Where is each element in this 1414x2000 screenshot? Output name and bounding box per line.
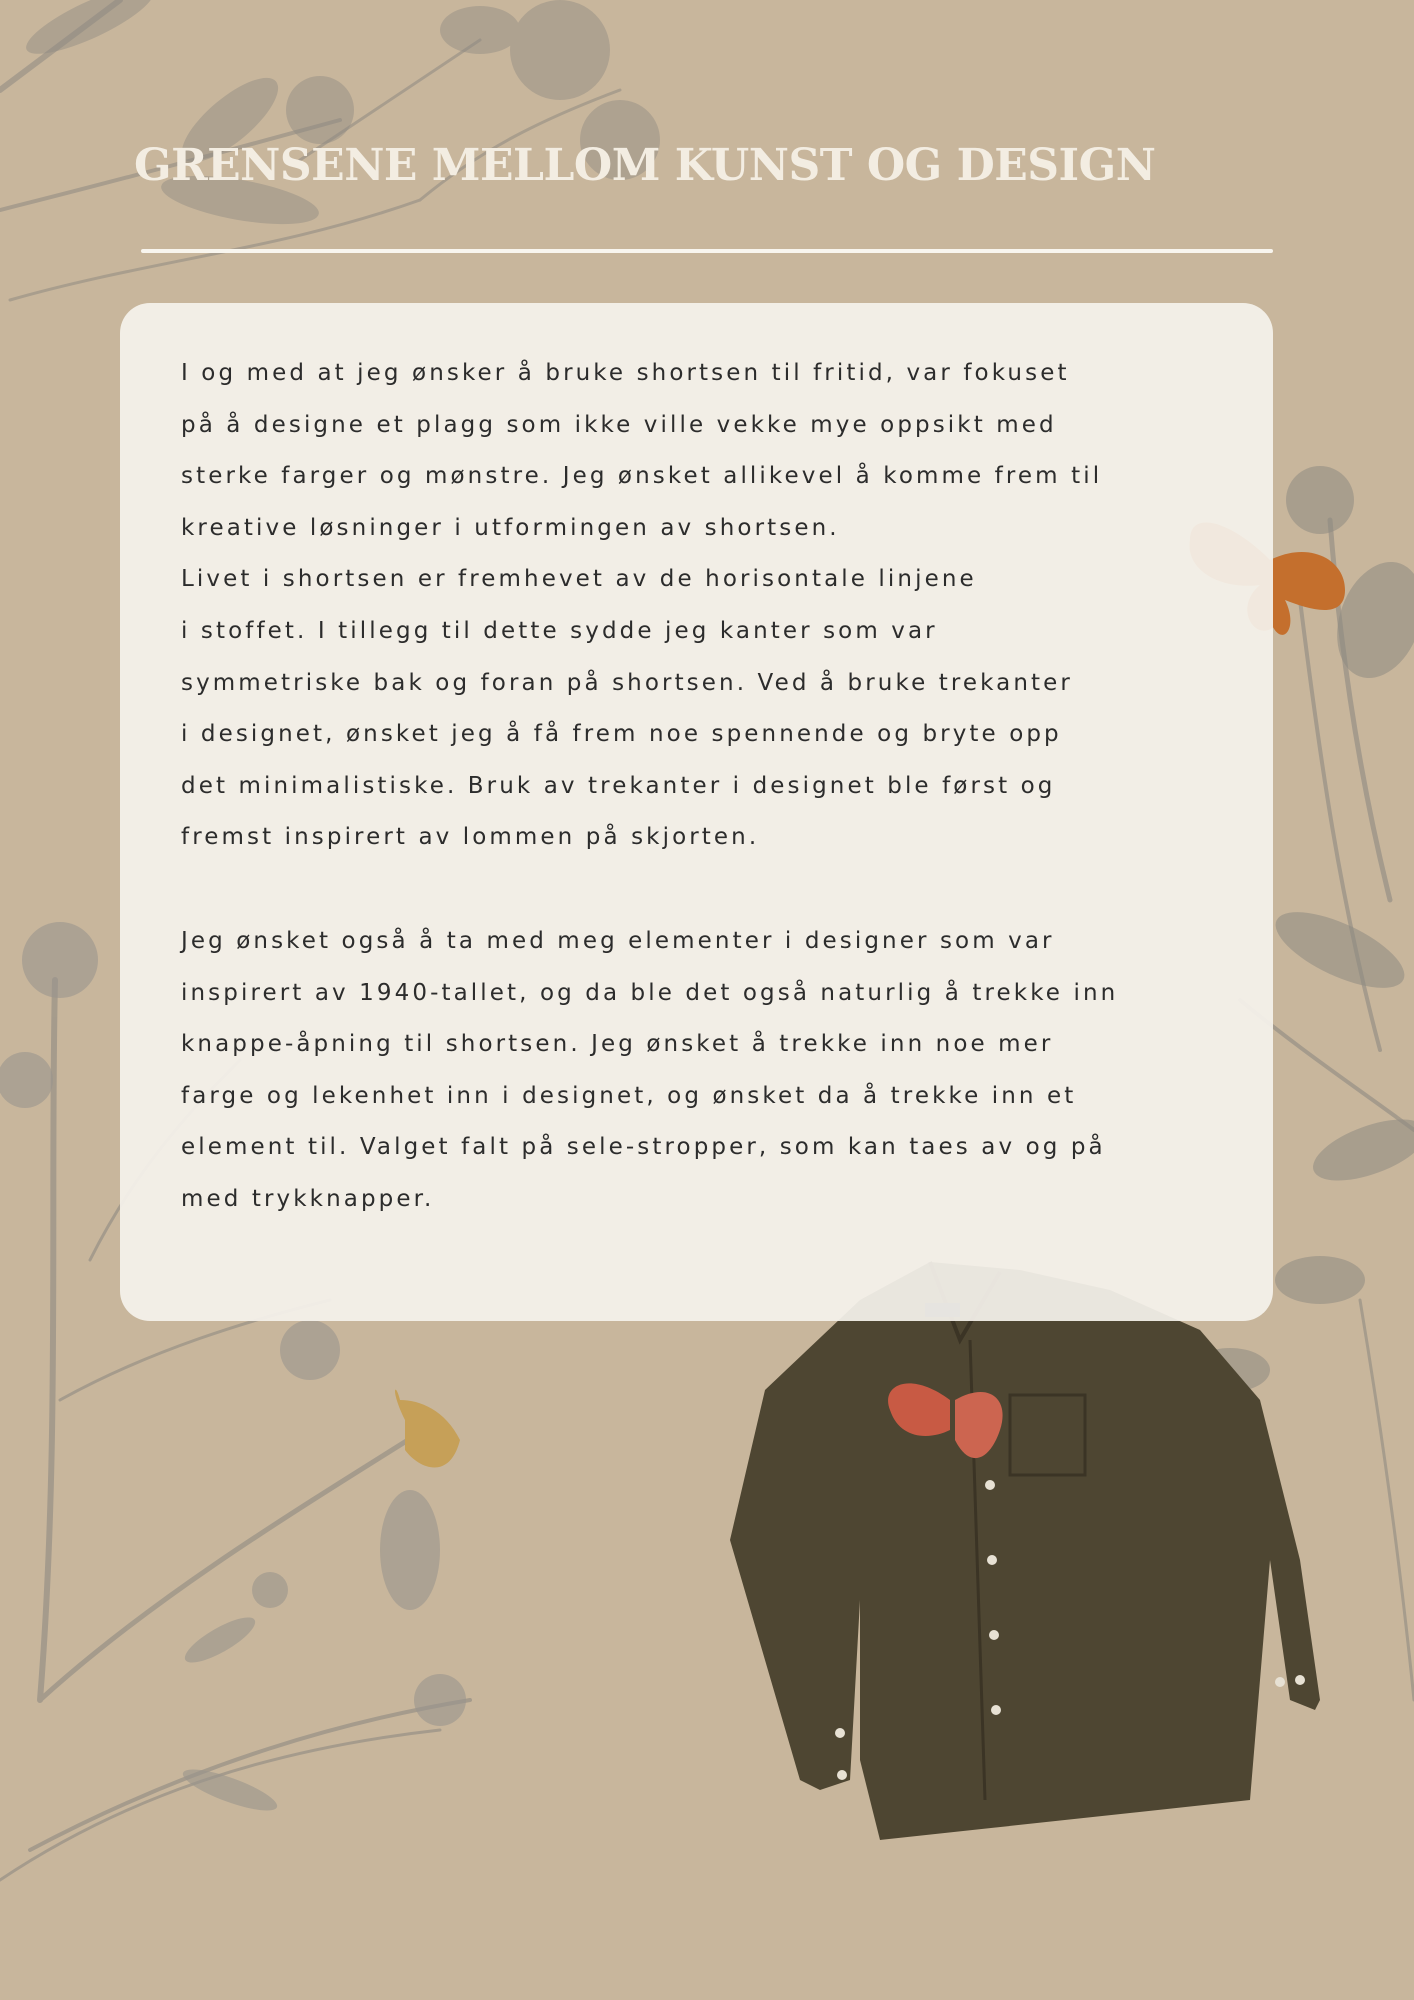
body-paragraph-1 xyxy=(181,348,1102,864)
paragraph-line: element til. Valget falt på sele-stropper, som kan taes av og på xyxy=(181,1134,1106,1161)
paragraph-line: symmetriske bak og foran på shortsen. Ved å bruke trekanter xyxy=(181,669,1073,696)
body-paragraph-2 xyxy=(181,916,1118,1226)
page-title: GRENSENE MELLOM KUNST OG DESIGN xyxy=(134,140,1156,191)
paragraph-line: fremst inspirert av lommen på skjorten. xyxy=(181,824,760,851)
paragraph-line: med trykknapper. xyxy=(181,1185,435,1212)
paragraph-line: inspirert av 1940-tallet, og da ble det også naturlig å trekke inn xyxy=(181,979,1119,1006)
title-divider xyxy=(141,249,1273,253)
paragraph-line: i designet, ønsket jeg å få frem noe spennende og bryte opp xyxy=(181,721,1062,748)
paragraph-line: Jeg ønsket også å ta med meg elementer i designer som var xyxy=(181,928,1055,954)
paragraph-line: knappe-åpning til shortsen. Jeg ønsket å trekke inn noe mer xyxy=(181,1031,1054,1058)
paragraph-line: Livet i shortsen er fremhevet av de horisontale linjene xyxy=(181,566,977,593)
paragraph-line: sterke farger og mønstre. Jeg ønsket allikevel å komme frem til xyxy=(181,463,1103,490)
paragraph-line: kreative løsninger i utformingen av shortsen. xyxy=(181,514,840,541)
paragraph-line: i stoffet. I tillegg til dette sydde jeg kanter som var xyxy=(181,617,938,644)
paragraph-line: det minimalistiske. Bruk av trekanter i designet ble først og xyxy=(181,772,1056,799)
paragraph-line: I og med at jeg ønsker å bruke shortsen til fritid, var fokuset xyxy=(181,360,1070,386)
paragraph-line: farge og lekenhet inn i designet, og ønsket da å trekke inn et xyxy=(181,1082,1077,1109)
paragraph-line: på å designe et plagg som ikke ville vekke mye oppsikt med xyxy=(181,411,1057,438)
